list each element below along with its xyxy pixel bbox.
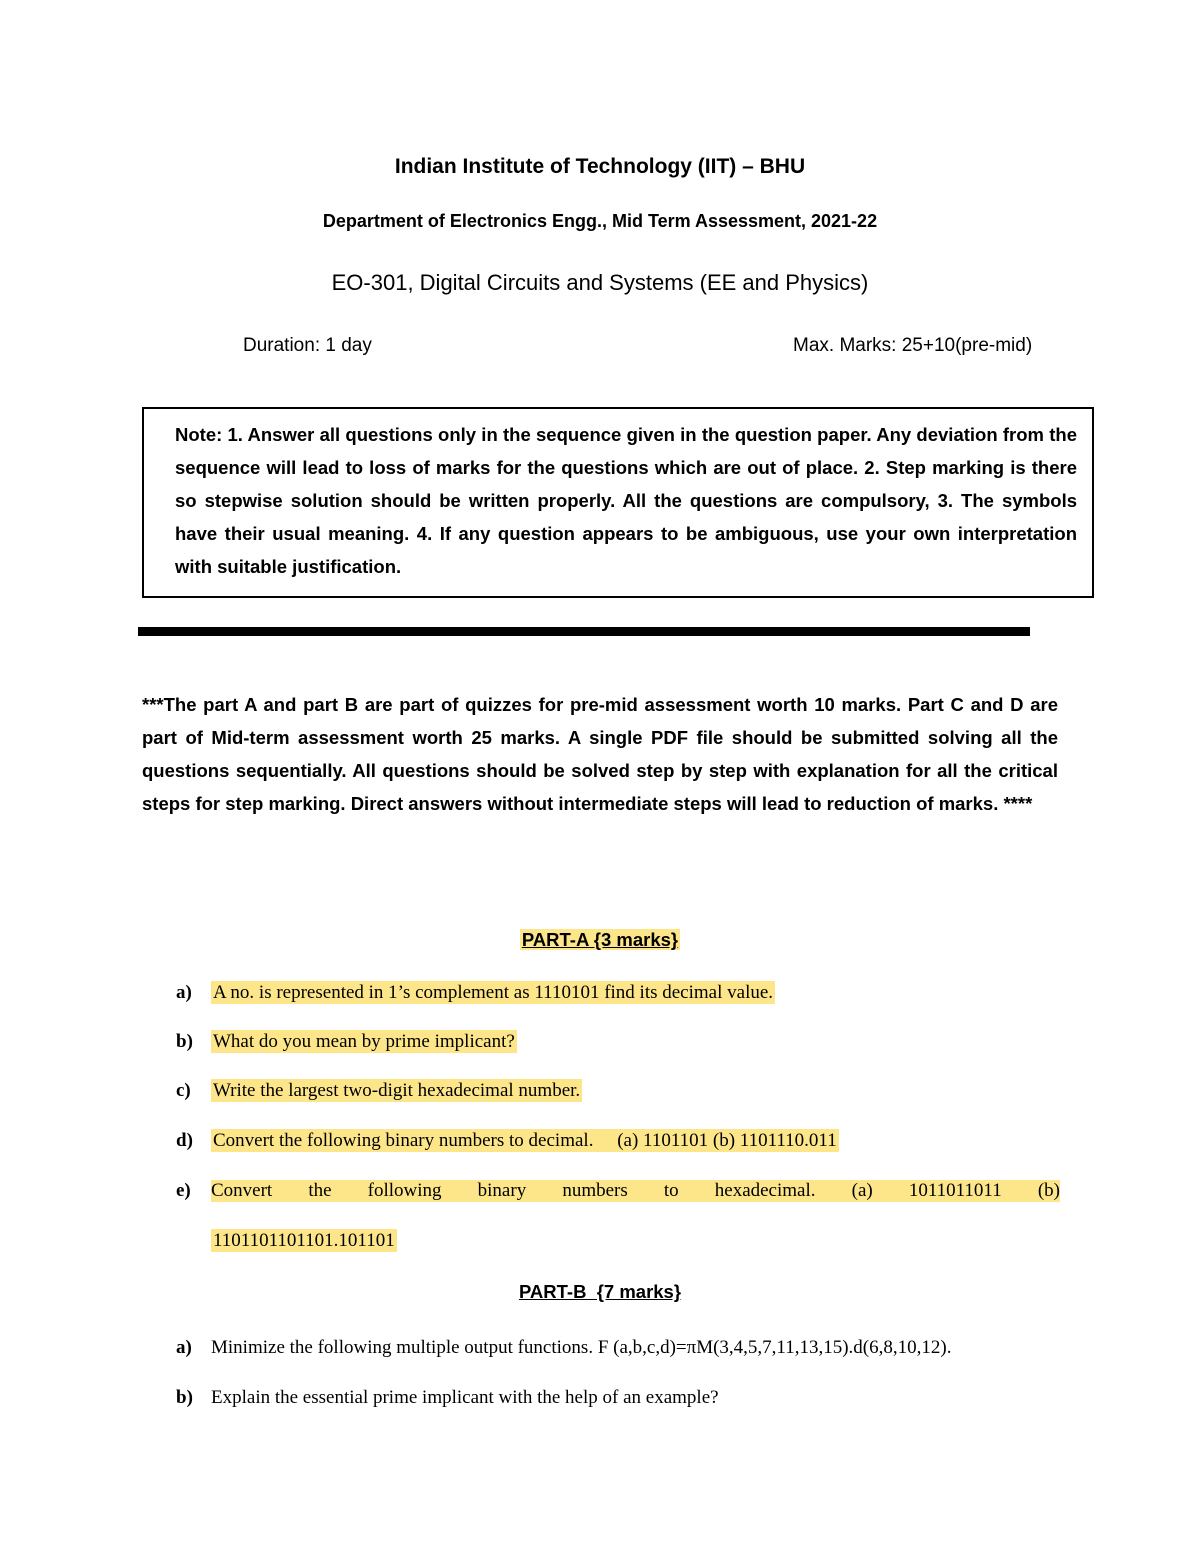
course-title: EO-301, Digital Circuits and Systems (EE and Physics) xyxy=(331,270,869,295)
question-text: What do you mean by prime implicant? xyxy=(213,1031,515,1052)
question-label: a) xyxy=(176,1337,192,1358)
part-b-heading: PART-B {7 marks} xyxy=(518,1281,682,1302)
question-text: Explain the essential prime implicant with the help of an example? xyxy=(211,1387,719,1408)
note-text: Note: 1. Answer all questions only in the sequence given in the question paper. Any deviation from the sequence will lead to loss of marks for the questions which are out of place. 2. Step marking is there so stepwise solution should be written properly. All the questions are compulsory, 3. The symbols have their usual meaning. 4. If any question appears to be ambiguous, use your own interpretation with suitable justification. xyxy=(175,424,1077,577)
question-text: Convert the following binary numbers to decimal. (a) 1101101 (b) 1101110.011 xyxy=(213,1130,837,1151)
question-text: Write the largest two-digit hexadecimal number. xyxy=(213,1080,581,1101)
question-text: Minimize the following multiple output functions. F (a,b,c,d)=πM(3,4,5,7,11,13,15).d(6,8,10,12). xyxy=(211,1337,952,1358)
question-label: a) xyxy=(176,982,192,1003)
question-text: Convert the following binary numbers to hexadecimal. (a) 1011011011 (b) xyxy=(211,1180,1060,1201)
part-a-heading: PART-A {3 marks} xyxy=(521,929,679,950)
institute-title: Indian Institute of Technology (IIT) – BHU xyxy=(394,155,806,178)
question-e-continuation: 1101101101101.101101 xyxy=(213,1230,395,1251)
question-label: e) xyxy=(176,1180,191,1201)
instructions-note-box xyxy=(142,407,1094,598)
question-label: c) xyxy=(176,1080,191,1101)
department-line: Department of Electronics Engg., Mid Term Assessment, 2021-22 xyxy=(322,211,878,231)
separator-rule xyxy=(138,627,1030,636)
question-label: b) xyxy=(176,1031,193,1052)
question-label: b) xyxy=(176,1387,193,1408)
question-label: d) xyxy=(176,1130,193,1151)
assessment-intro: ***The part A and part B are part of quizzes for pre-mid assessment worth 10 marks. Part C and D are part of Mid-term assessment worth 25 marks. A single PDF file should be submitted solving all the questions sequentially. All questions should be solved step by step with explanation for all the critical steps for step marking. Direct answers without intermediate steps will lead to reduction of marks. **** xyxy=(142,694,1058,814)
duration-text: Duration: 1 day xyxy=(243,335,372,356)
question-text: A no. is represented in 1’s complement as 1110101 find its decimal value. xyxy=(213,982,774,1003)
max-marks-text: Max. Marks: 25+10(pre-mid) xyxy=(793,335,1033,356)
